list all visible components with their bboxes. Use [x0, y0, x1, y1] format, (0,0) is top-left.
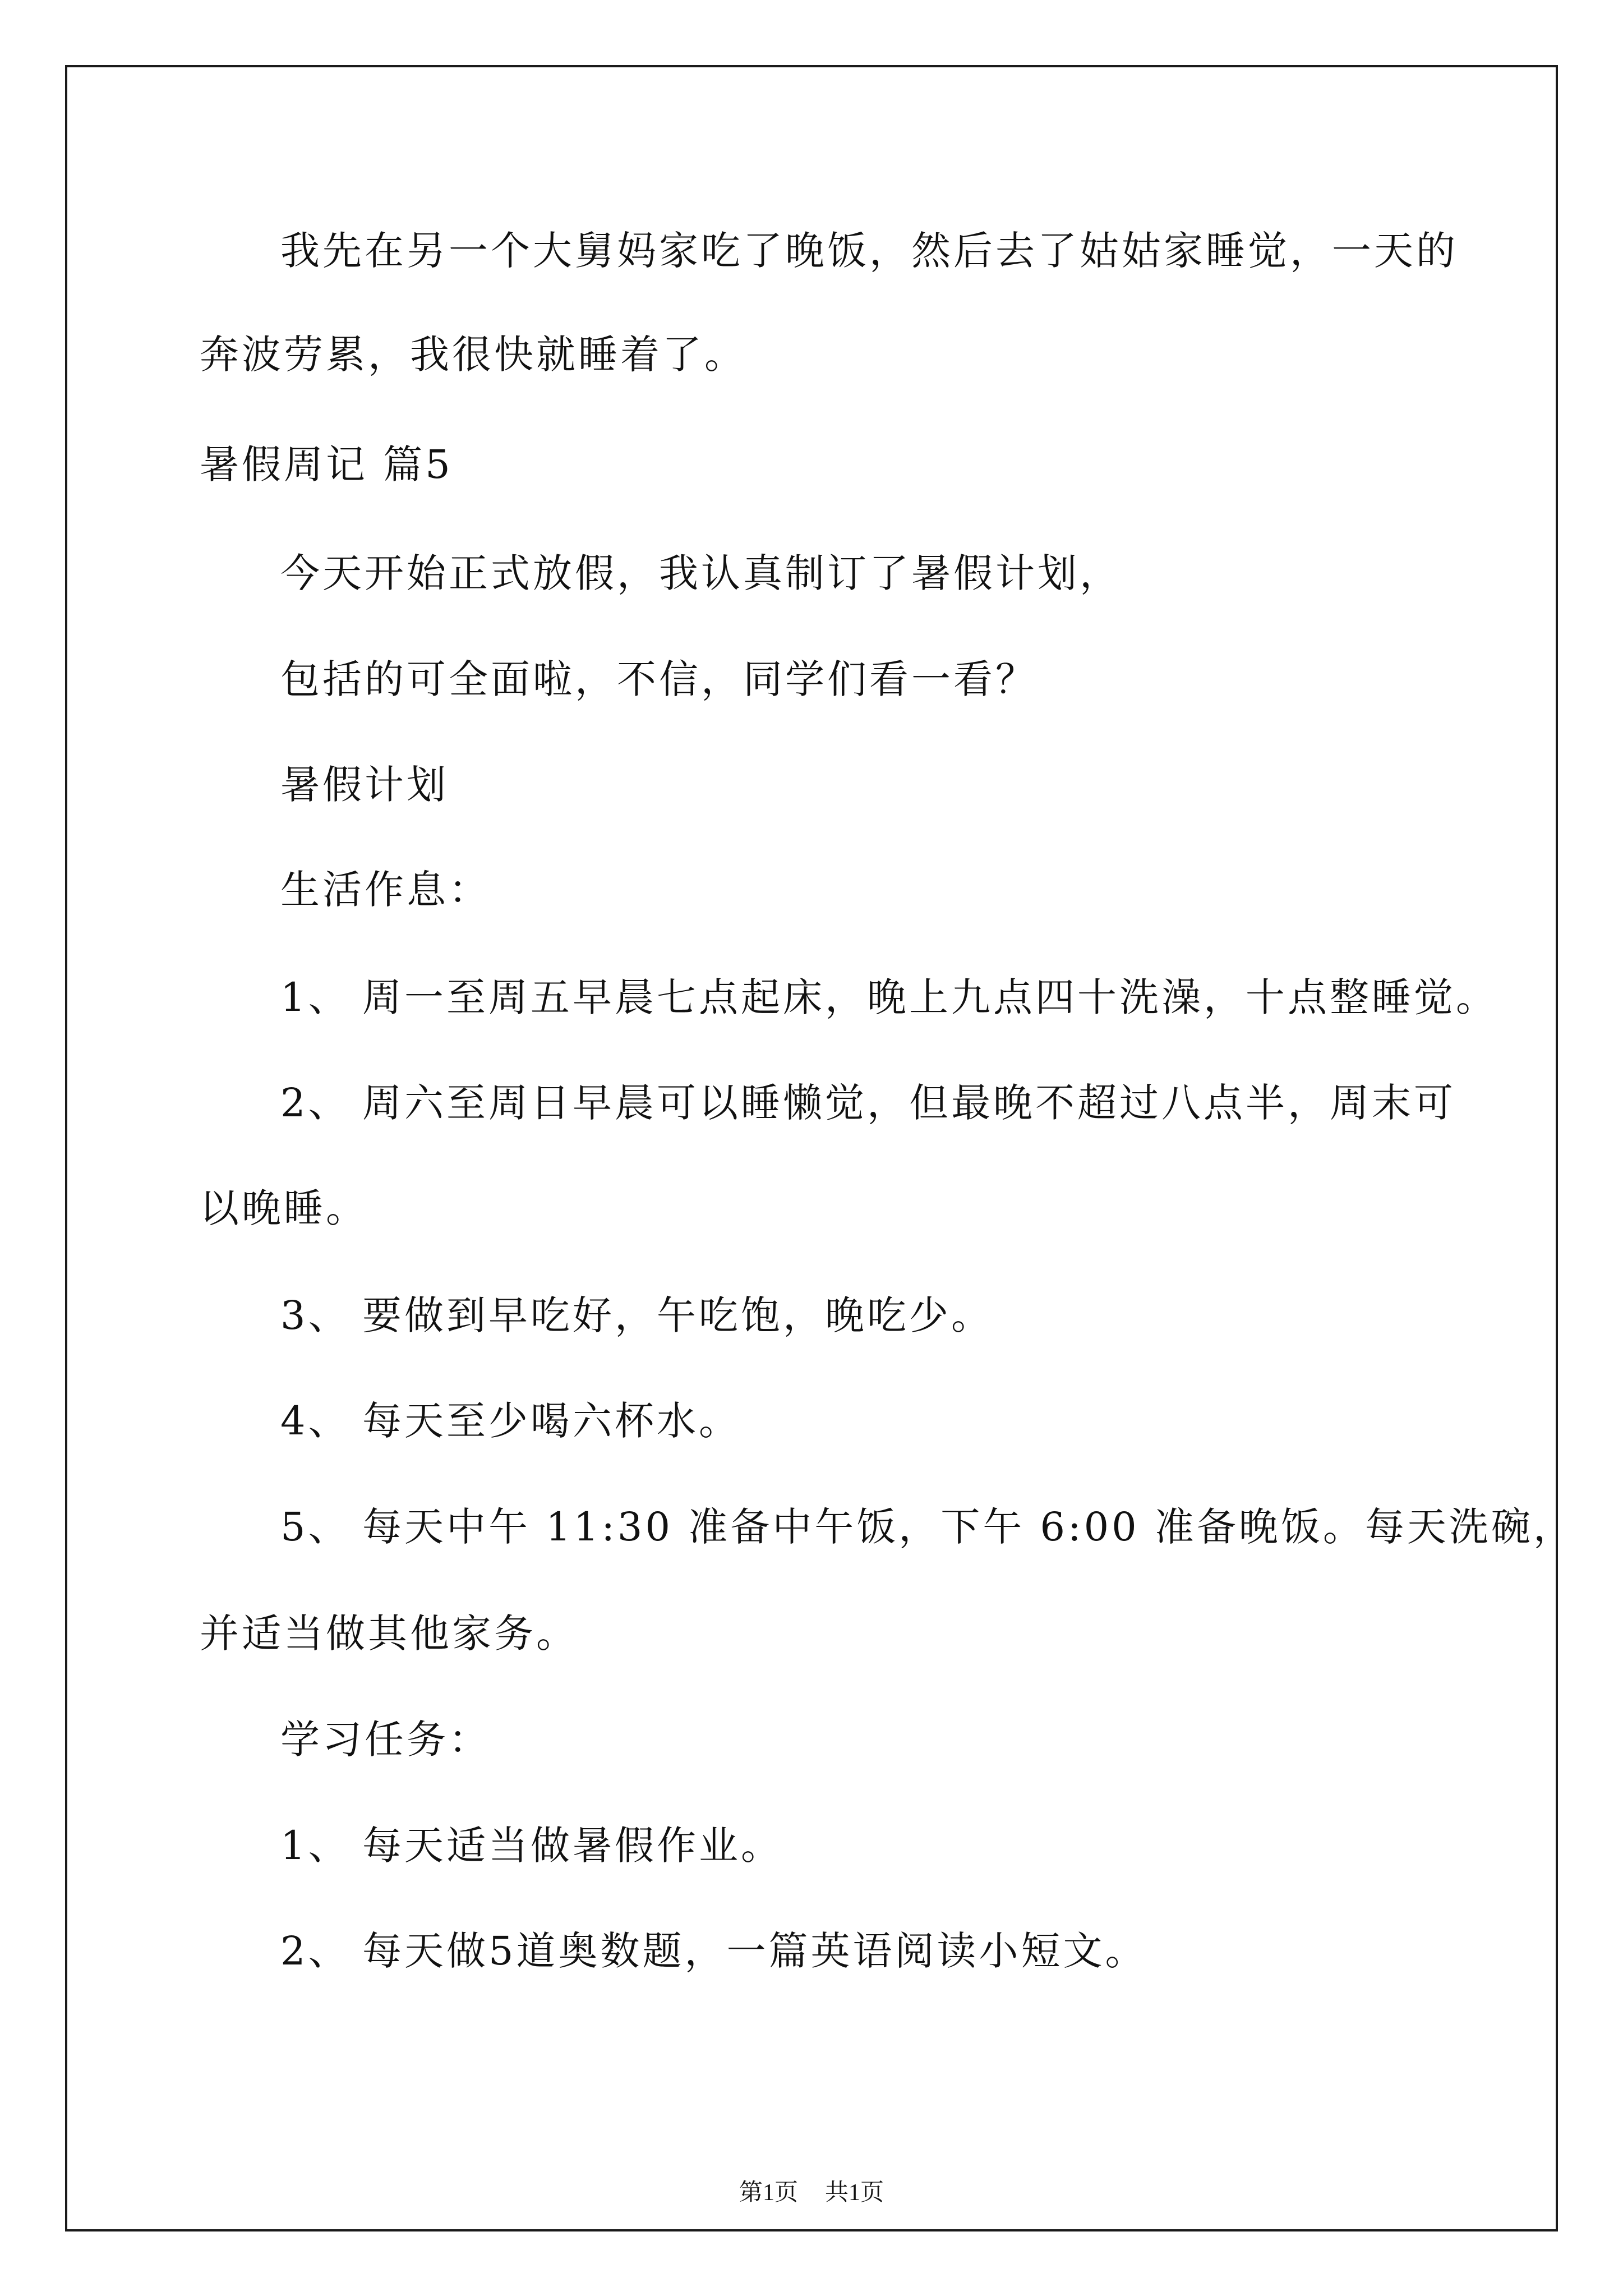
list-item-number: 3、 [280, 1292, 351, 1338]
list-item [280, 1396, 741, 1446]
list-item-text: 每天适当做暑假作业。 [362, 1823, 783, 1869]
paragraph: 今天开始正式放假，我认真制订了暑假计划， [280, 550, 1122, 596]
list-item-continuation: 以晚睡。 [200, 1185, 368, 1231]
list-item-text: 周一至周五早晨七点起床，晚上九点四十洗澡，十点整睡觉。 [362, 974, 1498, 1020]
list-item [280, 1820, 783, 1871]
list-item-number: 1、 [280, 974, 351, 1020]
list-item [280, 1926, 1147, 1976]
study-tasks-heading: 学习任务： [280, 1717, 491, 1763]
paragraph: 我先在另一个大舅妈家吃了晚饭，然后去了姑姑家睡觉，一天的 [280, 228, 1458, 274]
list-item [280, 1290, 993, 1341]
page-total: 共1页 [825, 2180, 884, 2206]
list-item-number: 4、 [280, 1398, 351, 1444]
list-item [280, 1078, 1456, 1128]
list-item [280, 972, 1498, 1023]
list-item-text: 每天中午 11:30 准备中午饭，下午 6:00 准备晚饭。每天洗碗， [362, 1504, 1575, 1550]
list-item-text: 周六至周日早晨可以睡懒觉，但最晚不超过八点半，周末可 [362, 1080, 1456, 1126]
paragraph: 包括的可全面啦，不信，同学们看一看？ [280, 656, 1038, 702]
list-item-number: 1、 [280, 1823, 351, 1869]
paragraph-continuation: 奔波劳累，我很快就睡着了。 [200, 332, 746, 378]
section-heading: 暑假周记 篇5 [200, 441, 453, 487]
list-item-number: 2、 [280, 1928, 351, 1974]
page-footer [0, 2178, 1623, 2208]
page-border [65, 65, 1558, 2231]
list-item-continuation: 并适当做其他家务。 [200, 1611, 578, 1657]
list-item-text: 每天做5道奥数题，一篇英语阅读小短文。 [362, 1928, 1147, 1974]
list-item-text: 每天至少喝六杯水。 [362, 1398, 741, 1444]
list-item-number: 2、 [280, 1080, 351, 1126]
plan-title: 暑假计划 [280, 762, 449, 808]
list-item-text: 要做到早吃好，午吃饱，晚吃少。 [362, 1292, 993, 1338]
page-number: 第1页 [739, 2180, 798, 2206]
list-item-number: 5、 [280, 1504, 351, 1550]
list-item [280, 1502, 1575, 1552]
life-schedule-heading: 生活作息： [280, 867, 491, 913]
